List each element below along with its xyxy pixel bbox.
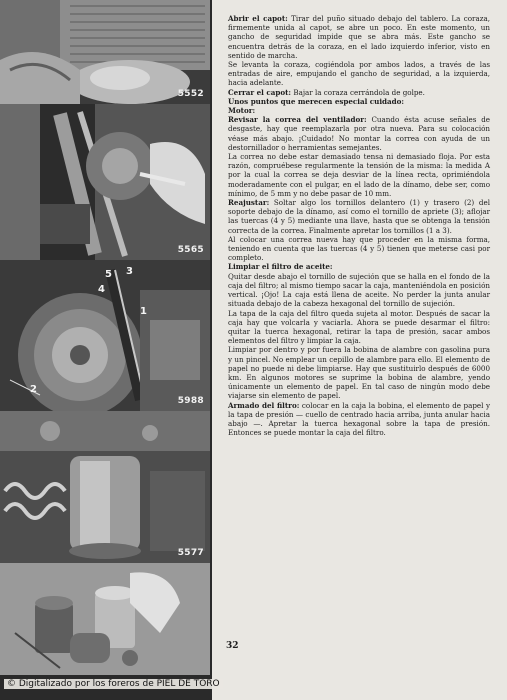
paragraph [228,198,490,235]
paragraph [228,88,490,97]
photo-number: 5552 [177,89,204,99]
photo-column [0,0,212,700]
paragraph-lead: Unos puntos que merecen especial cuidado: [228,96,405,106]
paragraph [228,401,490,438]
photo-fan-belt-tension [0,104,210,263]
photo-filter-elements [0,563,210,675]
paragraph [228,235,490,263]
paragraph-body: Se levanta la coraza, cogiéndola por ambos lados, a través de las entradas de aire, empujando el gancho de seguridad, a la izquierda, hacia adelante. [228,60,490,88]
oil-filter-illustration [0,411,210,563]
paragraph [228,60,490,88]
instructions-text [228,14,490,437]
paragraph [228,345,490,400]
section-heading [228,106,490,115]
callout-label-3: 3 [126,266,133,277]
callout-label-2: 2 [30,384,37,395]
paragraph-lead: Reajustar: [228,198,270,208]
paragraph-lead: Revisar la correa del ventilador: [228,115,367,125]
photo-number: 5577 [177,548,204,558]
paragraph-body: Quitar desde abajo el tornillo de sujeción que se halla en el fondo de la caja del filtro; al mismo tiempo sacar la caja, manteniéndola en posición vertical. ¡Ojo! La caja está llena de aceite. No perder la junta anular situada debajo de la cabeza hexagonal del tornillo de sujeción. [228,271,490,309]
page-number: 32 [226,641,239,651]
scan-credit: © Digitalizado por los foreros de PIEL DE TORO [4,679,223,689]
paragraph-body: Bajar la coraza cerrándola de golpe. [291,87,425,97]
paragraph-body: La correa no debe estar demasiado tensa ni demasiado floja. Por esta razón, compruébese regularmente la tensión de la misma: la medida A por la cual la correa se deja desviar de la línea recta, oprimiéndola moderadamente con el pulgar, en el lado de la dínamo, debe ser, como mínimo, de 5 mm y no debe pasar de 10 mm. [228,152,490,198]
paragraph-lead: Limpiar el filtro de aceite: [228,262,333,272]
fan-belt-illustration [0,104,210,260]
photo-hood-latch [0,0,210,107]
paragraph-lead: Cerrar el capot: [228,87,292,97]
paragraph-lead: Armado del filtro: [228,400,300,410]
paragraph-body: Soltar algo los tornillos delantero (1) y trasero (2) del soporte debajo de la dínamo, así como el tornillo de apriete (3); aflojar las tuercas (4 y 5) mediante una llave, hasta que se obtenga la tensión correcta de la correa. Finalmente apretar los tornillos (1 a 3). [228,198,490,235]
filter-elements-illustration [0,563,210,675]
photo-number: 5565 [177,245,204,255]
paragraph-lead: Motor: [228,106,256,116]
photo-number: 5988 [177,396,204,406]
paragraph [228,14,490,60]
paragraph [228,309,490,346]
paragraph-body: Limpiar por dentro y por fuera la bobina de alambre con gasolina pura y un pincel. No emplear un cepillo de alambre para ello. El elemento de papel no puede ni debe limpiarse. Hay que sustituirlo después de 6000 km. En algunos motores se suprime la bobina de alambre, yendo únicamente un elemento de papel. En tal caso de ningún modo debe viajarse sin elemento de papel. [228,345,490,401]
paragraph-body: Cuando ésta acuse señales de desgaste, hay que reemplazarla por otra nueva. Para su colocación véase más abajo. ¡Cuidado! No montar la correa con ayuda de un destornillador o herramientas semejantes. [228,115,490,152]
paragraph [228,115,490,152]
section-heading [228,262,490,271]
paragraph-body: La tapa de la caja del filtro queda sujeta al motor. Después de sacar la caja hay que volcarla y vaciarla. Ahora se puede desarmar el filtro: quitar la tuerca hexagonal, retirar la tapa de presión, sacar ambos elementos del filtro y limpiar la caja. [228,308,490,346]
section-heading [228,97,490,106]
callout-label-4: 4 [98,284,105,295]
paragraph-body: colocar en la caja la bobina, el elemento de papel y la tapa de presión — cuello de centrado hacia arriba, junta anular hacia abajo —. Apretar la tuerca hexagonal sobre la tapa de presión. Entonces se puede montar la caja del filtro. [228,400,490,438]
paragraph-body: Tirar del puño situado debajo del tablero. La coraza, firmemente unida al capot, se abre un poco. En este momento, un gancho de seguridad impide que se abra más. Este gancho se encuentra detrás de la coraza, en el lado izquierdo inferior, visto en sentido de marcha. [228,14,490,60]
photo-oil-filter [0,411,210,566]
paragraph-lead: Abrir el capot: [228,14,288,23]
paragraph [228,152,490,198]
photo-dynamo-bolts [0,260,210,414]
callout-label-1: 1 [140,306,147,317]
callout-label-5: 5 [105,269,112,280]
paragraph-body: Al colocar una correa nueva hay que proceder en la misma forma, teniendo en cuenta que las tuercas (4 y 5) tienen que meterse casi por completo. [228,234,490,263]
paragraph [228,272,490,309]
